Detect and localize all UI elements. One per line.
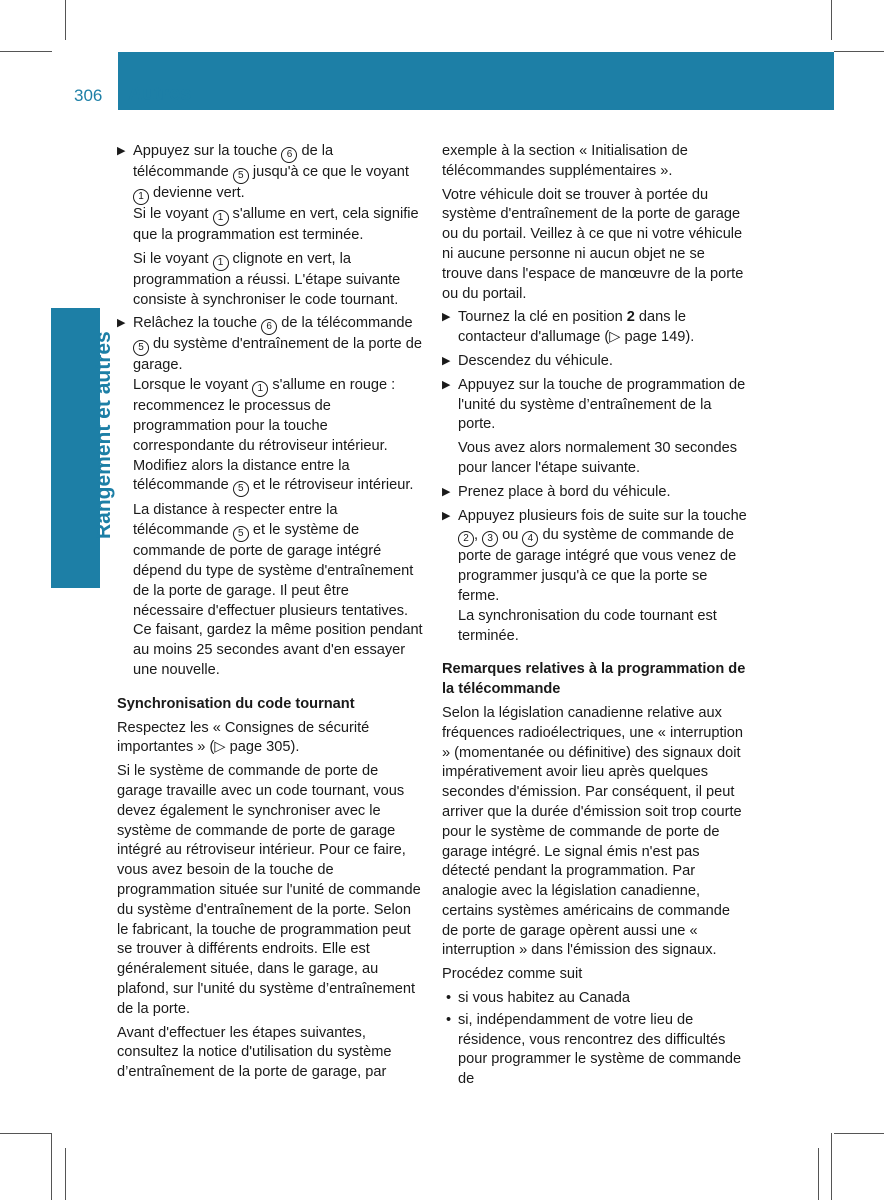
circled-number: 6 (261, 319, 277, 335)
paragraph: Avant d'effectuer les étapes suivantes, consultez la notice d'utilisation du système d’entraînement de la porte de garage, par (117, 1024, 392, 1081)
crop-mark (65, 0, 66, 40)
circled-number: 5 (233, 526, 249, 542)
step-result: Si le voyant 1 s'allume en vert, cela signifie que la programmation est terminée. (133, 206, 419, 243)
circled-number: 1 (252, 381, 268, 397)
step-note: Vous avez alors normalement 30 secondes pour lancer l'étape suivante. (458, 440, 738, 476)
left-column (117, 142, 423, 1087)
step-item: ▶ Descendez du véhicule. (442, 352, 748, 372)
arrow-icon: ▶ (442, 354, 451, 367)
circled-number: 5 (233, 168, 249, 184)
crop-mark (0, 51, 52, 52)
circled-number: 4 (522, 531, 538, 547)
step-item: ▶ Relâchez la touche 6 de la télécommande 5 du système d'entraînement de la porte de garage. Lorsque le voyant 1 s'allume en rouge : recommencez le processus de programmation pour la touche correspondante du rétroviseur intérieur. Modifiez alors la distance entre la télécommande 5 et le rétroviseur intérieur. La distance à respecter entre la télécommande 5 et le système de commande de porte de garage intégré dépend du type de système d'entraînement de la porte de garage. Il peut être nécessaire d'effectuer plusieurs tentatives. Ce faisant, gardez la même position pendant au moins 25 secondes avant d'en essayer une nouvelle. (117, 314, 423, 680)
crop-mark (834, 1133, 884, 1134)
step-note: Si le voyant 1 clignote en vert, la programmation a réussi. L'étape suivante consiste à synchroniser le code tournant. (133, 250, 401, 308)
crop-mark (65, 1148, 66, 1200)
crop-mark (831, 0, 832, 40)
step-item: ▶ Appuyez plusieurs fois de suite sur la touche 2 , 3 ou 4 du système de commande de porte de garage intégré que vous venez de programmer jusqu'à ce que la porte se ferme. La synchronisation du code tournant est terminée. (442, 507, 748, 647)
paragraph: Si le système de commande de porte de garage travaille avec un code tournant, vous devez également le synchroniser avec le système de commande de porte de garage intégré au rétroviseur intérieur. Pour ce faire, vous avez besoin de la touche de programmation située sur l'unité de commande du système d'entraînement de la porte. Selon le fabricant, la touche de programmation peut se trouver à différents endroits. Elle est généralement située, dans le garage, au plafond, sur l'unité du système d’entraînement de la porte. (117, 763, 421, 1017)
arrow-icon: ▶ (117, 145, 126, 157)
crop-mark (831, 1133, 832, 1200)
paragraph: Selon la législation canadienne relative aux fréquences radioélectriques, une « interruption » (momentanée ou définitive) des signaux doit impérativement avoir lieu après quelques secondes d'émission. Par conséquent, il peut arriver que la durée d'émission soit trop courte pour le système de commande de porte de garage intégré. Le signal émis n'est pas détecté pendant la programmation. Par analogie avec la législation canadienne, certains systèmes américains de commande de porte de garage opèrent aussi une « interruption » dans l'émission des signaux. (442, 704, 743, 959)
step-note: La distance à respecter entre la télécommande 5 et le système de commande de porte de garage intégré dépend du type de système d'entraînement de la porte de garage. Il peut être nécessaire d'effectuer plusieurs tentatives. Ce faisant, gardez la même position pendant au moins 25 secondes avant d'en essayer une nouvelle. (133, 502, 423, 678)
arrow-icon: ▶ (117, 317, 126, 330)
crop-mark (51, 1133, 52, 1200)
arrow-icon: ▶ (442, 311, 451, 324)
section-heading: Synchronisation du code tournant (117, 695, 355, 712)
circled-number: 6 (281, 147, 297, 163)
circled-number: 5 (233, 481, 249, 497)
crop-mark (834, 51, 884, 52)
step-result: Lorsque le voyant 1 s'allume en rouge : recommencez le processus de programmation pour la touche correspondante du rétroviseur intérieur. Modifiez alors la distance entre la télécommande 5 et le rétroviseur intérieur. (133, 376, 423, 497)
circled-number: 5 (133, 340, 149, 356)
paragraph: exemple à la section « Initialisation de télécommandes supplémentaires ». (442, 143, 688, 179)
section-heading: Remarques relatives à la programmation de la télécommande (442, 661, 746, 698)
circled-number: 1 (213, 255, 229, 271)
circled-number: 2 (458, 531, 474, 547)
crop-mark (818, 1148, 819, 1200)
paragraph: Votre véhicule doit se trouver à portée du système d'entraînement de la porte de garage ou du portail. Veillez à ce que ni votre véhicule ni aucune personne ni aucun objet ne se trouve dans l'espace de manœuvre de la porte ou du portail. (442, 186, 744, 302)
step-item: ▶ Tournez la clé en position 2 dans le contacteur d'allumage (▷ page 149). (442, 309, 695, 346)
arrow-icon: ▶ (442, 378, 451, 391)
step-item: ▶ Prenez place à bord du véhicule. (442, 483, 748, 503)
page-number: 306 (74, 86, 103, 105)
bullet-icon: • (446, 1011, 452, 1028)
circled-number: 1 (133, 189, 149, 205)
arrow-icon: ▶ (442, 509, 451, 522)
paragraph: Procédez comme suit (442, 966, 583, 983)
paragraph: Respectez les « Consignes de sécurité importantes » (▷ page 305). (117, 719, 370, 756)
crop-mark (0, 1133, 52, 1134)
arrow-icon: ▶ (442, 485, 451, 498)
header-bar (118, 52, 834, 110)
side-tab-label: Rangement et autres (92, 331, 115, 539)
circled-number: 3 (482, 531, 498, 547)
bullet-item: • si, indépendamment de votre lieu de résidence, vous rencontrez des difficultés pour programmer le système de commande de (446, 1011, 742, 1088)
step-item: ▶ Appuyez sur la touche 6 de la télécommande 5 jusqu'à ce que le voyant 1 devienne vert. Si le voyant 1 s'allume en vert, cela signifie que la programmation est terminée. Si le voyant 1 clignote en vert, la programmation a réussi. L'étape suivante consiste à synchroniser le code tournant. (117, 142, 423, 310)
circled-number: 1 (213, 210, 229, 226)
section-title: Autres (128, 83, 192, 105)
step-result: La synchronisation du code tournant est terminée. (458, 607, 717, 644)
step-item: ▶ Appuyez sur la touche de programmation de l'unité du système d’entraînement de la porte. Vous avez alors normalement 30 secondes pour lancer l'étape suivante. (442, 376, 748, 479)
bullet-item: • si vous habitez au Canada (442, 989, 748, 1009)
bullet-icon: • (446, 990, 452, 1007)
right-column (442, 142, 748, 1092)
